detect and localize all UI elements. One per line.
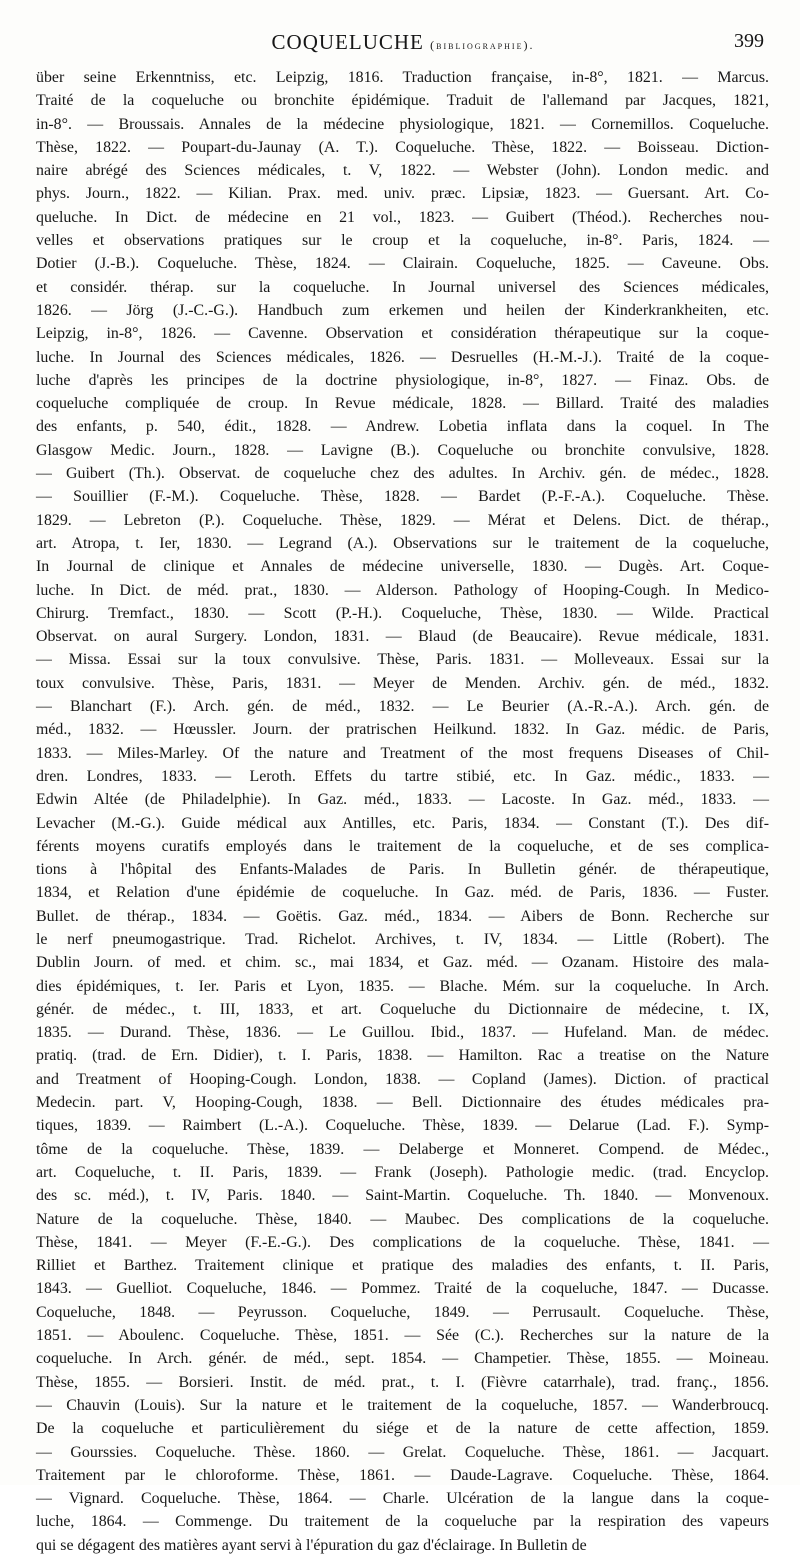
header-subtitle: (bibliographie). bbox=[430, 38, 535, 52]
text-line: and Treatment of Hooping-Cough. London, 1838. — Copland (James). Diction. of practical bbox=[36, 1070, 769, 1088]
text-line: De la coqueluche et particulièrement du siége et de la nature de cette affection, 1859. bbox=[36, 1420, 769, 1438]
text-line: Traité de la coqueluche ou bronchite épidémique. Traduit de l'allemand par Jacques, 1821, bbox=[36, 92, 769, 110]
text-line: Thèse, 1855. — Borsieri. Instit. de méd. prat., t. I. (Fièvre catarrhale), trad. franç., 1856. bbox=[36, 1373, 769, 1391]
text-line: in-8°. — Broussais. Annales de la médecine physiologique, 1821. — Cornemillos. Coqueluche. bbox=[36, 115, 769, 133]
text-line: 1826. — Jörg (J.-C.-G.). Handbuch zum erkemen und heilen der Kinderkrankheiten, etc. bbox=[36, 301, 769, 319]
text-line: Dotier (J.-B.). Coqueluche. Thèse, 1824. — Clairain. Coqueluche, 1825. — Caveune. Obs. bbox=[36, 255, 769, 273]
text-line: Medecin. part. V, Hooping-Cough, 1838. — Bell. Dictionnaire des études médicales pra- bbox=[36, 1094, 769, 1112]
text-line: Thèse, 1822. — Poupart-du-Jaunay (A. T.). Coqueluche. Thèse, 1822. — Boisseau. Diction- bbox=[36, 138, 769, 156]
bibliography-text bbox=[36, 66, 769, 1554]
text-line: 1829. — Lebreton (P.). Coqueluche. Thèse, 1829. — Mérat et Delens. Dict. de thérap., bbox=[36, 511, 769, 529]
text-line: naire abrégé des Sciences médicales, t. V, 1822. — Webster (John). London medic. and bbox=[36, 162, 769, 180]
text-line: luche. In Dict. de méd. prat., 1830. — Alderson. Pathology of Hooping-Cough. In Medico- bbox=[36, 581, 769, 599]
text-line: tiques, 1839. — Raimbert (L.-A.). Coqueluche. Thèse, 1839. — Delarue (Lad. F.). Symp- bbox=[36, 1117, 769, 1135]
text-line: 1835. — Durand. Thèse, 1836. — Le Guillou. Ibid., 1837. — Hufeland. Man. de médec. bbox=[36, 1024, 769, 1042]
text-line: 1851. — Aboulenc. Coqueluche. Thèse, 1851. — Sée (C.). Recherches sur la nature de la bbox=[36, 1327, 769, 1345]
text-line: queluche. In Dict. de médecine en 21 vol., 1823. — Guibert (Théod.). Recherches nou- bbox=[36, 208, 769, 226]
text-line: génér. de médec., t. III, 1833, et art. Coqueluche du Dictionnaire de médecine, t. IX, bbox=[36, 1000, 769, 1018]
text-line: — Chauvin (Louis). Sur la nature et le traitement de la coqueluche, 1857. — Wanderbroucq. bbox=[36, 1396, 769, 1414]
text-line: — Vignard. Coqueluche. Thèse, 1864. — Charle. Ulcération de la langue dans la coque- bbox=[36, 1490, 769, 1508]
text-line: férents moyens curatifs employés dans le traitement de la coqueluche, et de ses complica- bbox=[36, 837, 769, 855]
text-line: Nature de la coqueluche. Thèse, 1840. — Maubec. Des complications de la coqueluche. bbox=[36, 1210, 769, 1228]
running-title bbox=[36, 30, 770, 55]
text-line: coqueluche compliquée de croup. In Revue médicale, 1828. — Billard. Traité des maladies bbox=[36, 395, 769, 413]
text-line: über seine Erkenntniss, etc. Leipzig, 1816. Traduction française, in-8°, 1821. — Marcus. bbox=[36, 69, 769, 86]
text-line: In Journal de clinique et Annales de médecine universelle, 1830. — Dugès. Art. Coque- bbox=[36, 558, 769, 576]
text-line: luche d'après les principes de la doctrine physiologique, in-8°, 1827. — Finaz. Obs. de bbox=[36, 371, 769, 389]
text-line: Chirurg. Tremfact., 1830. — Scott (P.-H.). Coqueluche, Thèse, 1830. — Wilde. Practical bbox=[36, 604, 769, 622]
text-line: — Missa. Essai sur la toux convulsive. Thèse, Paris. 1831. — Molleveaux. Essai sur la bbox=[36, 651, 769, 669]
text-line: dies épidémiques, t. Ier. Paris et Lyon, 1835. — Blache. Mém. sur la coqueluche. In Arch. bbox=[36, 977, 769, 995]
page-number: 399 bbox=[734, 30, 764, 52]
text-line: — Blanchart (F.). Arch. gén. de méd., 1832. — Le Beurier (A.-R.-A.). Arch. gén. de bbox=[36, 698, 769, 716]
text-line: dren. Londres, 1833. — Leroth. Effets du tartre stibié, etc. In Gaz. médic., 1833. — bbox=[36, 767, 769, 785]
text-line: velles et observations pratiques sur le croup et la coqueluche, in-8°. Paris, 1824. — bbox=[36, 232, 769, 250]
text-line: pratiq. (trad. de Ern. Didier), t. I. Paris, 1838. — Hamilton. Rac a treatise on the Nature bbox=[36, 1047, 769, 1065]
text-line: Glasgow Medic. Journ., 1828. — Lavigne (B.). Coqueluche ou bronchite convulsive, 1828. bbox=[36, 441, 769, 459]
text-line: tions à l'hôpital des Enfants-Malades de Paris. In Bulletin génér. de thérapeutique, bbox=[36, 861, 769, 879]
text-line: Traitement par le chloroforme. Thèse, 1861. — Daude-Lagrave. Coqueluche. Thèse, 1864. bbox=[36, 1466, 769, 1484]
text-line: Edwin Altée (de Philadelphie). In Gaz. méd., 1833. — Lacoste. In Gaz. méd., 1833. — bbox=[36, 791, 769, 809]
text-line: phys. Journ., 1822. — Kilian. Prax. med. univ. præc. Lipsiæ, 1823. — Guersant. Art. Co- bbox=[36, 185, 769, 203]
text-line: tôme de la coqueluche. Thèse, 1839. — Delaberge et Monneret. Compend. de Médec., bbox=[36, 1140, 769, 1158]
text-line: Leipzig, in-8°, 1826. — Cavenne. Observation et considération thérapeutique sur la coque- bbox=[36, 325, 769, 343]
text-line: méd., 1832. — Hœussler. Journ. der pratrischen Heilkund. 1832. In Gaz. médic. de Paris, bbox=[36, 721, 769, 739]
text-line: Coqueluche, 1848. — Peyrusson. Coqueluche, 1849. — Perrusault. Coqueluche. Thèse, bbox=[36, 1303, 769, 1321]
text-line: 1833. — Miles-Marley. Of the nature and Treatment of the most frequens Diseases of Chil- bbox=[36, 744, 769, 762]
text-line: Dublin Journ. of med. et chim. sc., mai 1834, et Gaz. méd. — Ozanam. Histoire des mala- bbox=[36, 954, 769, 972]
text-line: luche. In Journal des Sciences médicales, 1826. — Desruelles (H.-M.-J.). Traité de la coque- bbox=[36, 348, 769, 366]
running-header bbox=[36, 30, 770, 60]
text-line: Rilliet et Barthez. Traitement clinique et pratique des maladies des enfants, t. II. Paris, bbox=[36, 1257, 769, 1275]
text-line: Bullet. de thérap., 1834. — Goëtis. Gaz. méd., 1834. — Aibers de Bonn. Recherche sur bbox=[36, 907, 769, 925]
text-line: Observat. on aural Surgery. London, 1831. — Blaud (de Beaucaire). Revue médicale, 1831. bbox=[36, 628, 769, 646]
text-line: et considér. thérap. sur la coqueluche. In Journal universel des Sciences médicales, bbox=[36, 278, 769, 296]
text-line: qui se dégagent des matières ayant servi à l'épuration du gaz d'éclairage. In Bulletin de bbox=[36, 1536, 587, 1554]
text-line: 1843. — Guelliot. Coqueluche, 1846. — Pommez. Traité de la coqueluche, 1847. — Ducasse. bbox=[36, 1280, 769, 1298]
text-line: Thèse, 1841. — Meyer (F.-E.-G.). Des complications de la coqueluche. Thèse, 1841. — bbox=[36, 1233, 769, 1251]
text-line: — Souillier (F.-M.). Coqueluche. Thèse, 1828. — Bardet (P.-F.-A.). Coqueluche. Thèse. bbox=[36, 488, 769, 506]
text-line: des enfants, p. 540, édit., 1828. — Andrew. Lobetia inflata dans la coquel. In The bbox=[36, 418, 769, 436]
text-line: des sc. méd.), t. IV, Paris. 1840. — Saint-Martin. Coqueluche. Th. 1840. — Monvenoux. bbox=[36, 1187, 769, 1205]
text-line: art. Coqueluche, t. II. Paris, 1839. — Frank (Joseph). Pathologie medic. (trad. Encyclop. bbox=[36, 1163, 769, 1181]
text-line: art. Atropa, t. Ier, 1830. — Legrand (A.). Observations sur le traitement de la coqueluche, bbox=[36, 534, 769, 552]
text-line: — Gourssies. Coqueluche. Thèse. 1860. — Grelat. Coqueluche. Thèse, 1861. — Jacquart. bbox=[36, 1443, 769, 1461]
text-line: — Guibert (Th.). Observat. de coqueluche chez des adultes. In Archiv. gén. de médec., 1828. bbox=[36, 465, 769, 483]
text-line: Levacher (M.-G.). Guide médical aux Antilles, etc. Paris, 1834. — Constant (T.). Des dif- bbox=[36, 814, 769, 832]
text-line: luche, 1864. — Commenge. Du traitement de la coqueluche par la respiration des vapeurs bbox=[36, 1513, 769, 1531]
text-line: toux convulsive. Thèse, Paris, 1831. — Meyer de Menden. Archiv. gén. de méd., 1832. bbox=[36, 674, 769, 692]
header-title: COQUELUCHE bbox=[271, 30, 424, 54]
text-line: coqueluche. In Arch. génér. de méd., sept. 1854. — Champetier. Thèse, 1855. — Moineau. bbox=[36, 1350, 769, 1368]
text-line: 1834, et Relation d'une épidémie de coqueluche. In Gaz. méd. de Paris, 1836. — Fuster. bbox=[36, 884, 769, 902]
text-line: le nerf pneumogastrique. Trad. Richelot. Archives, t. IV, 1834. — Little (Robert). The bbox=[36, 930, 769, 948]
